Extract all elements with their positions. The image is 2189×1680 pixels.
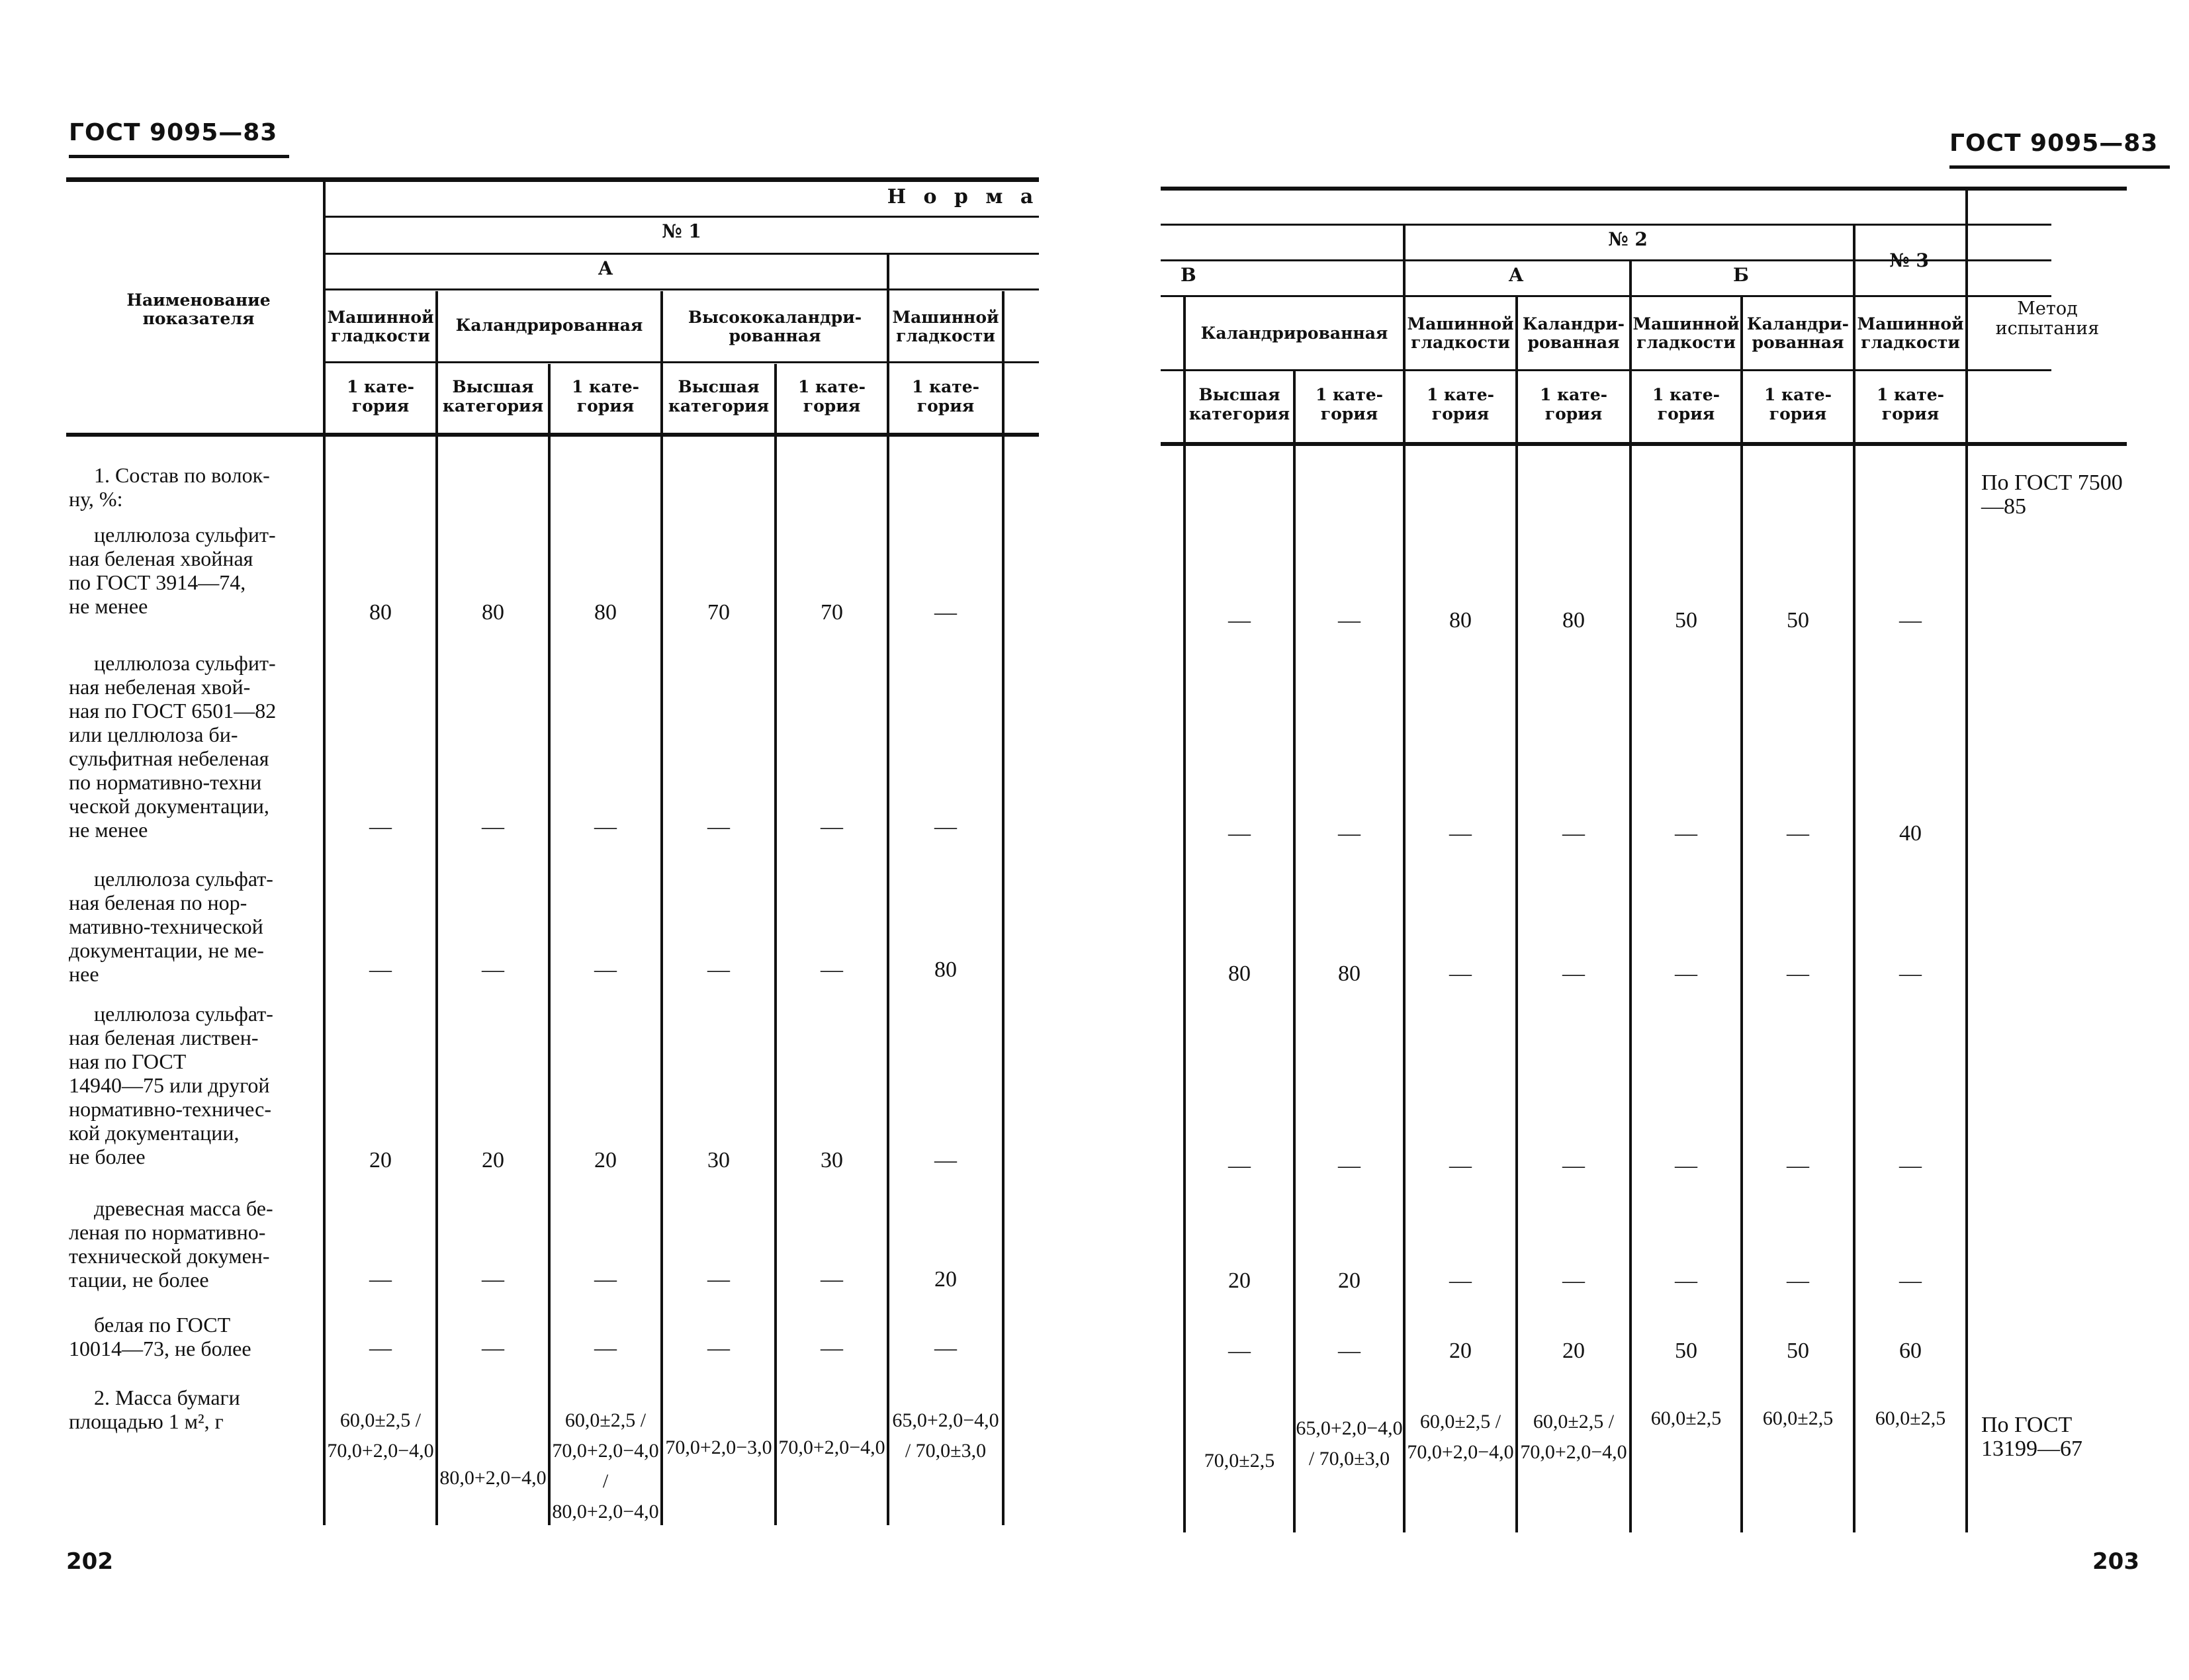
cell: —	[594, 1336, 617, 1360]
cell: —	[1899, 608, 1922, 633]
cell: —	[1338, 1339, 1361, 1363]
cell: 50	[1787, 608, 1809, 633]
cell: —	[1675, 821, 1697, 846]
cell: 80	[482, 600, 504, 625]
cell: 70	[821, 600, 843, 625]
cell: 20	[1228, 1268, 1251, 1293]
cell: 20	[369, 1148, 392, 1172]
header-machine-smooth: Машинной гладкости	[1632, 314, 1740, 352]
cell: 70,0+2,0−4,0	[778, 1437, 885, 1458]
cell: —	[1338, 1153, 1361, 1178]
header-cat: Высшая категория	[1188, 385, 1290, 423]
cell: —	[821, 1336, 843, 1360]
header-grade-2: № 2	[1608, 228, 1648, 250]
cell: —	[369, 957, 392, 982]
header-machine-smooth: Машинной гладкости	[1857, 314, 1964, 352]
cell: 80	[369, 600, 392, 625]
header-calendered: Каландри-рованная	[1746, 314, 1850, 352]
cell: —	[1562, 1268, 1585, 1293]
cell: —	[1787, 961, 1809, 986]
page-number: 203	[2092, 1548, 2139, 1575]
header-calendered: Каландрированная	[1200, 324, 1388, 343]
cell: —	[1787, 821, 1809, 846]
row-label: 1. Состав по волок- ну, %:	[69, 463, 270, 511]
header-group-a: А	[598, 257, 613, 279]
cell: 60,0±2,5	[1762, 1407, 1834, 1429]
cell: —	[482, 1267, 504, 1292]
cell: 20	[934, 1267, 957, 1292]
cell: 80	[1338, 961, 1361, 986]
header-grade-3: № 3	[1889, 249, 1929, 271]
cell: 20	[1562, 1339, 1585, 1363]
cell: 20	[1338, 1268, 1361, 1293]
cell: 30	[707, 1148, 730, 1172]
page-number: 202	[66, 1548, 113, 1575]
method-cell: По ГОСТ 13199—67	[1981, 1413, 2082, 1461]
header-machine-smooth-2: Машинной гладкости	[892, 308, 999, 345]
header-cat: Высшая категория	[442, 377, 544, 416]
header-calendered: Каландри-рованная	[1522, 314, 1625, 352]
cell: —	[1787, 1268, 1809, 1293]
header-supercalendered: Высококаландри-рованная	[688, 308, 862, 345]
cell: —	[1449, 961, 1472, 986]
header-cat: 1 кате-гория	[1539, 385, 1608, 423]
cell: 40	[1899, 821, 1922, 846]
cell: —	[934, 1336, 957, 1360]
header-norma: Н о р м а	[887, 185, 1039, 208]
header-calendered: Каландрированная	[455, 316, 643, 335]
row-label: целлюлоза сульфат- ная беленая по нор- мативно-технической документации, не ме- нее	[69, 867, 273, 986]
header-method: Метод испытания	[1995, 298, 2100, 339]
cell: 50	[1675, 1339, 1697, 1363]
row-label: целлюлоза сульфит- ная небеленая хвой- ная по ГОСТ 6501—82 или целлюлоза би- сульфитная небеленая по нормативно-техни ческой документации, не менее	[69, 651, 277, 842]
cell: —	[594, 957, 617, 982]
left-page	[0, 0, 1094, 1680]
cell: 60,0±2,5 / 70,0+2,0−4,0 / 80,0+2,0−4,0	[552, 1409, 659, 1523]
header-cat: 1 кате-гория	[1315, 385, 1384, 423]
cell: —	[1338, 608, 1361, 633]
cell: —	[369, 1336, 392, 1360]
cell: 50	[1675, 608, 1697, 633]
cell: 60,0±2,5	[1650, 1407, 1722, 1429]
cell: 20	[594, 1148, 617, 1172]
header-grade-1: № 1	[662, 220, 701, 242]
running-head: ГОСТ 9095—83	[1949, 130, 2158, 157]
header-cat: 1 кате-гория	[346, 377, 415, 416]
cell: —	[1787, 1153, 1809, 1178]
cell: —	[821, 957, 843, 982]
cell: —	[1675, 1268, 1697, 1293]
header-group-a: А	[1508, 264, 1524, 286]
cell: 80	[1562, 608, 1585, 633]
cell: —	[1675, 1153, 1697, 1178]
cell: —	[369, 815, 392, 839]
header-group-b2: Б	[1733, 264, 1749, 286]
cell: —	[821, 1267, 843, 1292]
cell: —	[1562, 1153, 1585, 1178]
cell: 20	[1449, 1339, 1472, 1363]
header-indicator: Наименование показателя	[126, 290, 271, 328]
cell: 65,0+2,0−4,0 / 70,0±3,0	[892, 1409, 999, 1462]
cell: —	[1449, 1268, 1472, 1293]
cell: —	[594, 1267, 617, 1292]
row-label: белая по ГОСТ 10014—73, не более	[69, 1313, 251, 1360]
cell: 70	[707, 600, 730, 625]
cell: —	[1899, 961, 1922, 986]
cell: —	[934, 600, 957, 625]
header-machine-smooth: Машинной гладкости	[327, 308, 434, 345]
header-cat: 1 кате-гория	[797, 377, 866, 416]
cell: 30	[821, 1148, 843, 1172]
row-label: целлюлоза сульфат- ная беленая листвен- ная по ГОСТ 14940—75 или другой нормативно-техничес- кой документации, не более	[69, 1002, 273, 1169]
cell: 70,0+2,0−3,0	[665, 1437, 772, 1458]
cell: —	[1899, 1153, 1922, 1178]
cell: —	[1449, 821, 1472, 846]
row-label: целлюлоза сульфит- ная беленая хвойная по ГОСТ 3914—74, не менее	[69, 523, 276, 618]
cell: —	[1338, 821, 1361, 846]
method-cell: По ГОСТ 7500—85	[1981, 470, 2123, 519]
cell: 80	[1228, 961, 1251, 986]
cell: 80	[934, 957, 957, 982]
cell: —	[934, 1148, 957, 1172]
header-cat: Высшая категория	[668, 377, 770, 416]
cell: —	[1899, 1268, 1922, 1293]
cell: —	[1675, 961, 1697, 986]
cell: 60,0±2,5 / 70,0+2,0−4,0	[1520, 1411, 1627, 1463]
header-cat: 1 кате-гория	[1652, 385, 1720, 423]
cell: 20	[482, 1148, 504, 1172]
row-label: древесная масса бе- леная по нормативно- технической докумен- тации, не более	[69, 1196, 273, 1292]
cell: —	[707, 1336, 730, 1360]
header-cat: 1 кате-гория	[1764, 385, 1832, 423]
cell: —	[1449, 1153, 1472, 1178]
cell: 50	[1787, 1339, 1809, 1363]
cell: —	[594, 815, 617, 839]
cell: 60,0±2,5	[1875, 1407, 1946, 1429]
cell: 60	[1899, 1339, 1922, 1363]
cell: —	[482, 957, 504, 982]
cell: —	[482, 1336, 504, 1360]
cell: —	[1228, 608, 1251, 633]
header-cat: 1 кате-гория	[1876, 385, 1945, 423]
cell: —	[707, 815, 730, 839]
cell: 60,0±2,5 / 70,0+2,0−4,0	[327, 1409, 434, 1462]
cell: 65,0+2,0−4,0 / 70,0±3,0	[1296, 1417, 1403, 1470]
cell: —	[1228, 1153, 1251, 1178]
cell: —	[707, 957, 730, 982]
cell: —	[1228, 1339, 1251, 1363]
cell: —	[369, 1267, 392, 1292]
cell: —	[821, 815, 843, 839]
cell: 80	[1449, 608, 1472, 633]
right-page	[1094, 0, 2189, 1680]
cell: 80,0+2,0−4,0	[439, 1467, 547, 1489]
cell: —	[1562, 821, 1585, 846]
cell: —	[934, 815, 957, 839]
running-head: ГОСТ 9095—83	[69, 119, 277, 146]
header-group-b: В	[1181, 264, 1196, 286]
header-cat: 1 кате-гория	[571, 377, 640, 416]
header-cat: 1 кате-гория	[911, 377, 980, 416]
cell: —	[1228, 821, 1251, 846]
header-cat: 1 кате-гория	[1426, 385, 1495, 423]
cell: 60,0±2,5 / 70,0+2,0−4,0	[1407, 1411, 1514, 1463]
row-label: 2. Масса бумаги площадью 1 м², г	[69, 1386, 240, 1433]
cell: —	[1562, 961, 1585, 986]
cell: 70,0±2,5	[1204, 1450, 1275, 1472]
cell: —	[482, 815, 504, 839]
cell: 80	[594, 600, 617, 625]
header-machine-smooth: Машинной гладкости	[1407, 314, 1514, 352]
cell: —	[707, 1267, 730, 1292]
